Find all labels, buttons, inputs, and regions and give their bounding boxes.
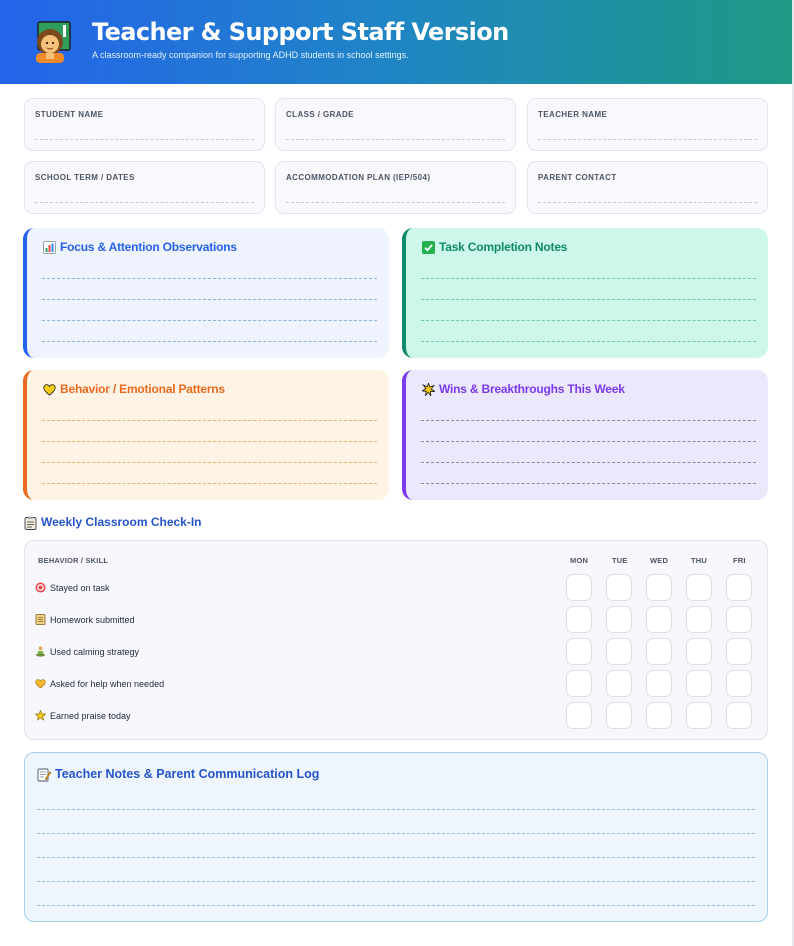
- writing-line: [37, 857, 755, 858]
- checkbox-wed[interactable]: [646, 574, 672, 601]
- checkbox-tue[interactable]: [606, 606, 632, 633]
- field-label: CLASS / GRADE: [286, 110, 354, 119]
- class-grade-field[interactable]: [275, 98, 516, 151]
- heart-icon: [35, 678, 46, 689]
- column-header-skill: BEHAVIOR / SKILL: [38, 556, 109, 565]
- writing-line: [421, 462, 756, 463]
- column-header-wed: WED: [650, 556, 669, 565]
- writing-line: [421, 483, 756, 484]
- skill-label: Asked for help when needed: [50, 678, 165, 689]
- field-writing-line: [538, 202, 757, 203]
- notes-title: Teacher Notes & Parent Communication Log: [55, 767, 320, 781]
- column-header-thu: THU: [691, 556, 708, 565]
- writing-line: [421, 299, 756, 300]
- behavior-emotional-panel[interactable]: [23, 370, 389, 500]
- field-writing-line: [35, 139, 254, 140]
- checkbox-wed[interactable]: [646, 606, 672, 633]
- column-header-fri: FRI: [733, 556, 746, 565]
- checkin-row-label: [35, 646, 139, 657]
- checkbox-wed[interactable]: [646, 702, 672, 729]
- writing-line: [421, 341, 756, 342]
- meditation-icon: [35, 646, 46, 657]
- checkbox-tue[interactable]: [606, 574, 632, 601]
- yellow-heart-icon: [43, 383, 56, 396]
- field-writing-line: [35, 202, 254, 203]
- writing-line: [42, 441, 377, 442]
- field-writing-line: [286, 202, 505, 203]
- checkbox-thu[interactable]: [686, 638, 712, 665]
- memo-icon: [37, 768, 50, 781]
- notes-heading: [37, 767, 319, 781]
- checkbox-wed[interactable]: [646, 638, 672, 665]
- writing-line: [421, 278, 756, 279]
- field-label: PARENT CONTACT: [538, 173, 617, 182]
- page-subtitle: A classroom-ready companion for supporting ADHD students in school settings.: [92, 50, 409, 60]
- panel-title: Focus & Attention Observations: [60, 240, 237, 254]
- checkbox-thu[interactable]: [686, 670, 712, 697]
- column-header-mon: MON: [570, 556, 589, 565]
- checkbox-mon[interactable]: [566, 574, 592, 601]
- writing-line: [421, 420, 756, 421]
- check-box-icon: [422, 241, 435, 254]
- panel-heading: [43, 382, 225, 396]
- focus-attention-panel[interactable]: [23, 228, 389, 358]
- field-label: STUDENT NAME: [35, 110, 104, 119]
- checkin-row-label: [35, 678, 164, 689]
- checkbox-mon[interactable]: [566, 638, 592, 665]
- panel-title: Wins & Breakthroughs This Week: [439, 382, 625, 396]
- panel-title: Task Completion Notes: [439, 240, 568, 254]
- bar-chart-icon: [43, 241, 56, 254]
- panel-heading: [422, 382, 625, 396]
- teacher-notes-panel[interactable]: [24, 752, 768, 922]
- checkbox-mon[interactable]: [566, 702, 592, 729]
- checkbox-tue[interactable]: [606, 638, 632, 665]
- checkbox-thu[interactable]: [686, 606, 712, 633]
- ledger-icon: [35, 614, 46, 625]
- checkbox-fri[interactable]: [726, 574, 752, 601]
- skill-label: Earned praise today: [50, 710, 131, 721]
- panel-title: Behavior / Emotional Patterns: [60, 382, 225, 396]
- skill-label: Used calming strategy: [50, 646, 140, 657]
- student-name-field[interactable]: [24, 98, 265, 151]
- accommodation-plan-field[interactable]: [275, 161, 516, 214]
- skill-label: Homework submitted: [50, 614, 135, 625]
- writing-line: [37, 905, 755, 906]
- checkin-heading: [24, 515, 202, 529]
- panel-heading: [422, 240, 567, 254]
- checkin-title: Weekly Classroom Check-In: [41, 515, 202, 529]
- writing-line: [42, 299, 377, 300]
- task-completion-panel[interactable]: [402, 228, 768, 358]
- writing-line: [42, 462, 377, 463]
- checkin-row-label: [35, 710, 131, 721]
- skill-label: Stayed on task: [50, 582, 110, 593]
- checkbox-mon[interactable]: [566, 670, 592, 697]
- sparkle-burst-icon: [422, 383, 435, 396]
- clipboard-icon: [24, 516, 37, 529]
- writing-line: [42, 420, 377, 421]
- checkbox-mon[interactable]: [566, 606, 592, 633]
- panel-heading: [43, 240, 237, 254]
- writing-line: [37, 881, 755, 882]
- field-label: SCHOOL TERM / DATES: [35, 173, 135, 182]
- star-icon: [35, 710, 46, 721]
- checkbox-fri[interactable]: [726, 670, 752, 697]
- writing-line: [37, 809, 755, 810]
- weekly-checkin-table: [24, 540, 768, 740]
- writing-line: [421, 320, 756, 321]
- checkbox-tue[interactable]: [606, 702, 632, 729]
- parent-contact-field[interactable]: [527, 161, 768, 214]
- checkbox-fri[interactable]: [726, 638, 752, 665]
- field-writing-line: [538, 139, 757, 140]
- page-title: Teacher & Support Staff Version: [92, 18, 509, 46]
- column-header-tue: TUE: [612, 556, 628, 565]
- wins-breakthroughs-panel[interactable]: [402, 370, 768, 500]
- school-term-field[interactable]: [24, 161, 265, 214]
- field-writing-line: [286, 139, 505, 140]
- checkin-row-label: [35, 582, 110, 593]
- writing-line: [37, 833, 755, 834]
- checkbox-thu[interactable]: [686, 574, 712, 601]
- checkbox-tue[interactable]: [606, 670, 632, 697]
- field-label: TEACHER NAME: [538, 110, 608, 119]
- writing-line: [42, 320, 377, 321]
- target-icon: [35, 582, 46, 593]
- field-label: ACCOMMODATION PLAN (IEP/504): [286, 173, 431, 182]
- teacher-name-field[interactable]: [527, 98, 768, 151]
- writing-line: [42, 278, 377, 279]
- checkbox-wed[interactable]: [646, 670, 672, 697]
- teacher-icon: [30, 20, 74, 64]
- writing-line: [42, 341, 377, 342]
- checkbox-thu[interactable]: [686, 702, 712, 729]
- checkin-row-label: [35, 614, 135, 625]
- writing-line: [42, 483, 377, 484]
- page-header: [0, 0, 792, 84]
- writing-line: [421, 441, 756, 442]
- checkbox-fri[interactable]: [726, 606, 752, 633]
- checkbox-fri[interactable]: [726, 702, 752, 729]
